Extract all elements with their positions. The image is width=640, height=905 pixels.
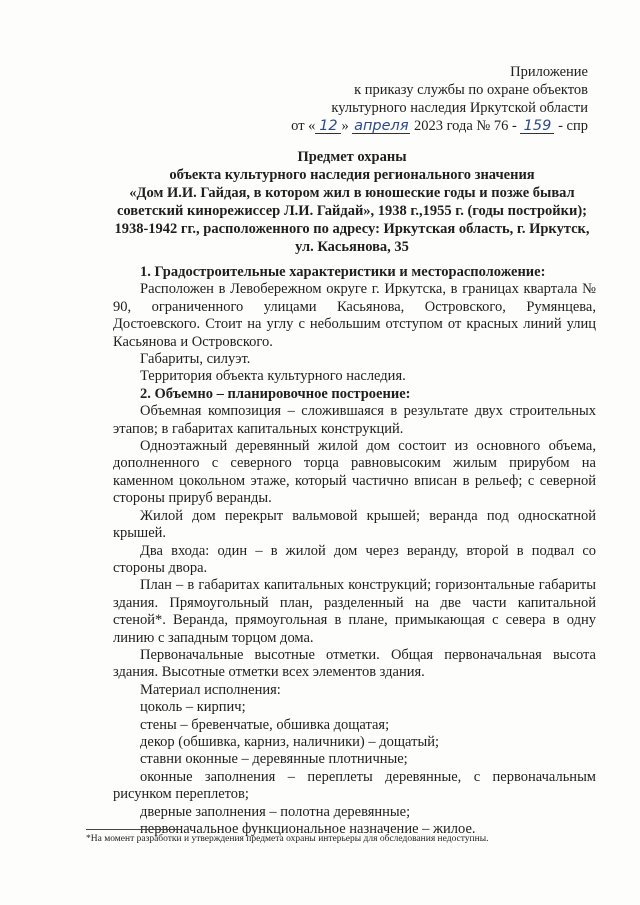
paragraph-composition: Объемная композиция – сложившаяся в результате двух строительных этапов; в габаритах капитальных конструкций. [113,403,596,437]
paragraph-territory: Территория объекта культурного наследия. [140,368,406,385]
subject-line: объекта культурного наследия регионального значения [169,167,535,183]
list-item: декор (обшивка, карниз, наличники) – дощатый; [140,733,439,750]
subject-title-block [108,148,596,256]
order-date-line [291,117,588,135]
subject-line: 1938-1942 гг., расположенного по адресу: Иркутская область, г. Иркутск, [114,221,590,237]
list-item: первоначальное функциональное назначение – жилое. [140,821,476,837]
handwritten-month: апреля [354,118,409,134]
subject-line: советский кинорежиссер Л.И. Гайдай», 1938 г.,1955 г. (годы постройки); [116,203,587,219]
appendix-title: Приложение [510,64,588,80]
paragraph-heights: Первоначальные высотные отметки. Общая первоначальная высота здания. Высотные отметки всех элементов здания. [113,646,596,681]
order-suffix: - спр [558,118,588,134]
year-text: 2023 года № 76 - [413,118,517,134]
section-heading-2: 2. Объемно – планировочное построение: [140,385,411,402]
paragraph-house-structure: Одноэтажный деревянный жилой дом состоит из основного объема, дополненного с северного торца равновысоким жилым прирубом на каменном цокольном этаже, который частично вписан в рельеф; с северной стороны прируб веранды. [113,438,596,507]
paragraph-plan: План – в габаритах капитальных конструкций; горизонтальные габариты здания. Прямоугольный план, разделенный на две части капитальной стеной*. Веранда, прямоугольная в плане, примыкающая с севера в одну линию с западным торцом дома. [113,577,596,646]
date-mid: » [341,118,349,134]
list-item: ставни оконные – деревянные плотничные; [140,751,408,768]
appendix-authority-line: культурного наследия Иркутской области [331,100,588,116]
list-item: оконные заполнения – переплеты деревянные, с первоначальным рисунком переплетов; [113,768,596,803]
footnote-divider [86,829,182,830]
footnote: *На момент разработки и утверждения предмета охраны интерьеры для обследования недоступны. [86,834,489,844]
section-heading-1: 1. Градостроительные характеристики и месторасположение: [140,264,546,280]
appendix-order-line: к приказу службы по охране объектов [354,82,588,98]
paragraph-location: Расположен в Левобережном округе г. Иркутска, в границах квартала № 90, ограниченного улицами Касьянова, Островского, Румянцева, Достоевского. Стоит на углу с небольшим отступом от красных линий улиц Касьянова и Островского. [113,281,596,350]
paragraph-roof: Жилой дом перекрыт вальмовой крышей; веранда под односкатной крышей. [113,507,596,542]
subject-line: ул. Касьянова, 35 [295,239,409,255]
paragraph-dimensions: Габариты, силуэт. [140,351,251,368]
paragraph-entrances: Два входа: один – в жилой дом через веранду, второй в подвал со стороны двора. [113,542,596,576]
document-body [113,264,596,838]
appendix-header [291,63,588,135]
list-item: дверные заполнения – полотна деревянные; [140,803,411,820]
handwritten-order-number: 159 [520,119,554,134]
subject-line: «Дом И.И. Гайдая, в котором жил в юношеские годы и позже бывал [129,185,575,201]
handwritten-day: 12 [315,119,341,134]
subject-title: Предмет охраны [297,149,407,165]
paragraph-materials-title: Материал исполнения: [140,681,281,698]
list-item: стены – бревенчатые, обшивка дощатая; [140,716,390,733]
list-item: цоколь – кирпич; [140,699,246,716]
date-prefix: от « [291,118,316,134]
